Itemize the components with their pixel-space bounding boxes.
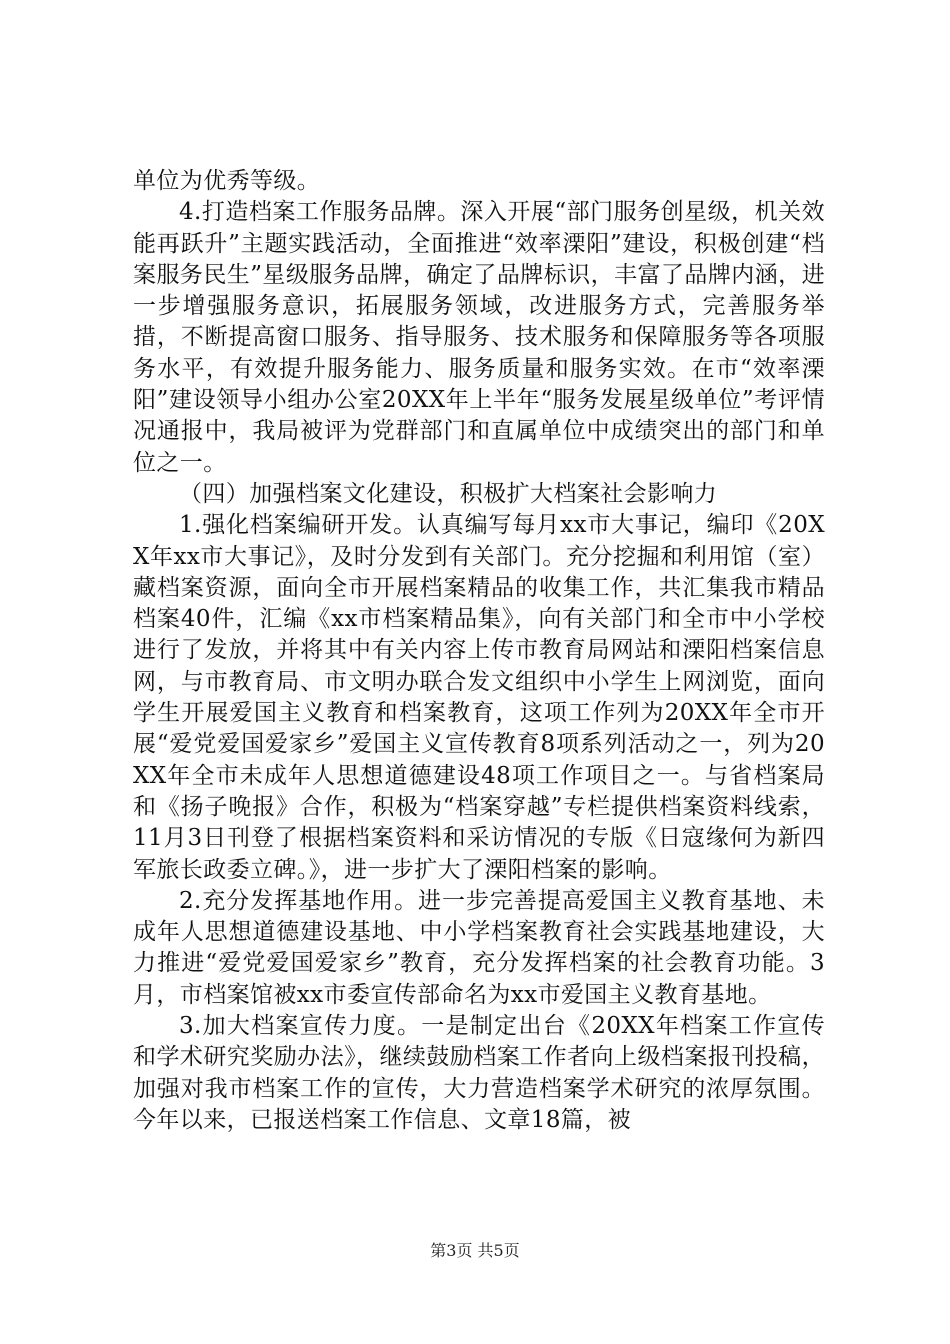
document-body	[133, 166, 825, 1136]
paragraph-continuation: 单位为优秀等级。	[133, 168, 321, 194]
paragraph-base-role: 2.充分发挥基地作用。进一步完善提高爱国主义教育基地、未成年人思想道德建设基地、中小学档案教育社会实践基地建设，大力推进“爱党爱国爱家乡”教育，充分发挥档案的社会教育功能。3月，市档案馆被xx市委宣传部命名为xx市爱国主义教育基地。	[133, 887, 825, 1008]
section-heading-archive-culture: （四）加强档案文化建设，积极扩大档案社会影响力	[179, 480, 718, 507]
paragraph-service-brand: 4.打造档案工作服务品牌。深入开展“部门服务创星级，机关效能再跃升”主题实践活动，全面推进“效率溧阳”建设，积极创建“档案服务民生”星级服务品牌，确定了品牌标识，丰富了品牌内涵，进一步增强服务意识，拓展服务领域，改进服务方式，完善服务举措，不断提高窗口服务、指导服务、技术服务和保障服务等各项服务水平，有效提升服务能力、服务质量和服务实效。在市“效率溧阳”建设领导小组办公室20XX年上半年“服务发展星级单位”考评情况通报中，我局被评为党群部门和直属单位中成绩突出的部门和单位之一。	[133, 199, 825, 476]
page-number-footer: 第3页 共5页	[430, 1241, 520, 1260]
paragraph-compilation-research: 1.强化档案编研开发。认真编写每月xx市大事记，编印《20XX年xx市大事记》，及时分发到有关部门。充分挖掘和利用馆（室）藏档案资源，面向全市开展档案精品的收集工作，共汇集我市精品档案40件，汇编《xx市档案精品集》，向有关部门和全市中小学校进行了发放，并将其中有关内容上传市教育局网站和溧阳档案信息网，与市教育局、市文明办联合发文组织中小学生上网浏览，面向学生开展爱国主义教育和档案教育，这项工作列为20XX年全市开展“爱党爱国爱家乡”爱国主义宣传教育8项系列活动之一，列为20XX年全市未成年人思想道德建设48项工作项目之一。与省档案局和《扬子晚报》合作，积极为“档案穿越”专栏提供档案资料线索，11月3日刊登了根据档案资料和采访情况的专版《日寇缘何为新四军旅长政委立碑。》，进一步扩大了溧阳档案的影响。	[133, 512, 825, 883]
paragraph-publicity: 3.加大档案宣传力度。一是制定出台《20XX年档案工作宣传和学术研究奖励办法》，继续鼓励档案工作者向上级档案报刊投稿，加强对我市档案工作的宣传，大力营造档案学术研究的浓厚氛围。今年以来，已报送档案工作信息、文章18篇，被	[133, 1013, 825, 1133]
